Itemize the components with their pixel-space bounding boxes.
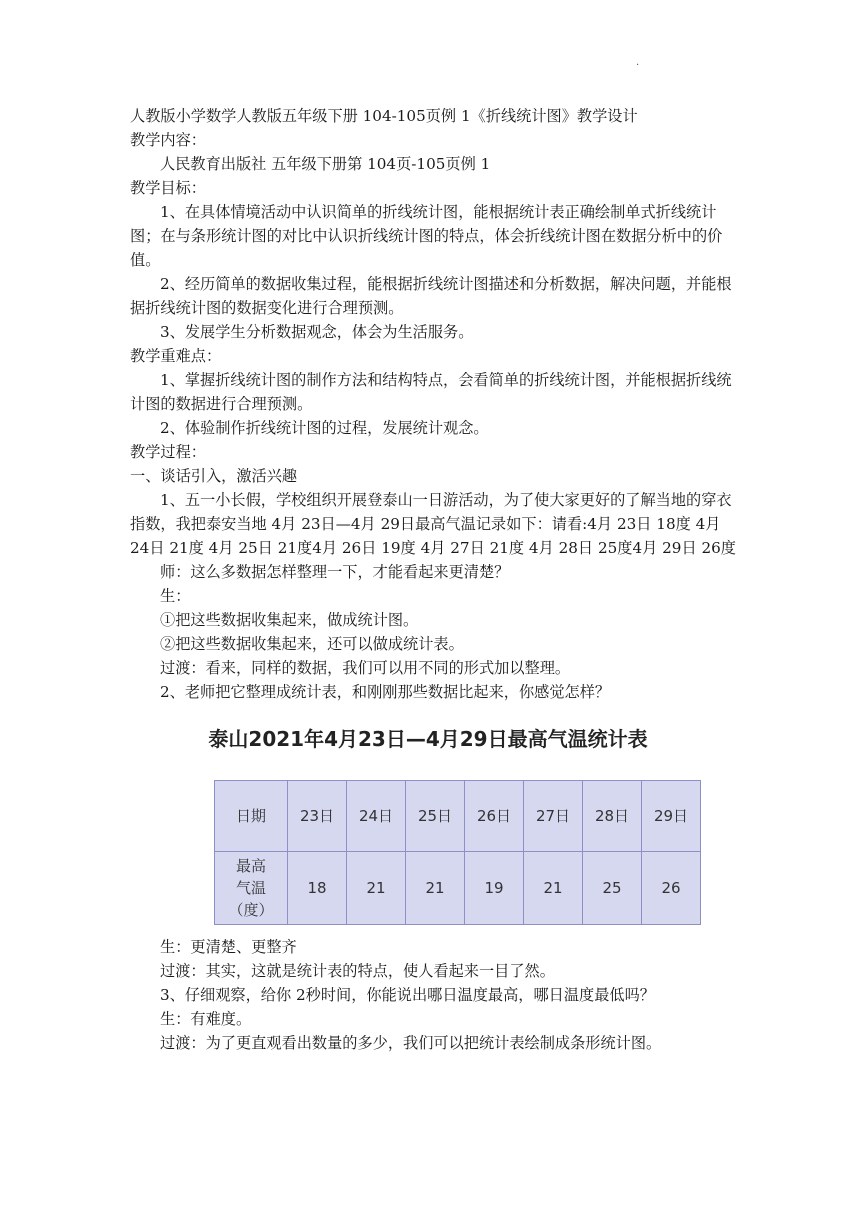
date-cell: 23日 xyxy=(288,781,347,852)
student-answer: ②把这些数据收集起来，还可以做成统计表。 xyxy=(160,635,464,653)
student-label: 生： xyxy=(160,587,191,605)
transition-text: 过渡：看来，同样的数据，我们可以用不同的形式加以整理。 xyxy=(160,659,571,677)
goal-item: 3、发展学生分析数据观念，体会为生活服务。 xyxy=(160,323,474,341)
process-heading: 教学过程： xyxy=(130,443,206,461)
temp-cell: 21 xyxy=(406,852,465,925)
keypoint-item: 1、掌握折线统计图的制作方法和结构特点，会看简单的折线统计图，并能根据折线统计图的数据进行合理预测。 xyxy=(130,371,732,413)
goal-item: 2、经历简单的数据收集过程，能根据折线统计图描述和分析数据，解决问题，并能根据折线统计图的数据变化进行合理预测。 xyxy=(130,275,732,317)
keypoint-item: 2、体验制作折线统计图的过程，发展统计观念。 xyxy=(160,419,489,437)
document-page xyxy=(130,104,742,1055)
teacher-question: 师：这么多数据怎样整理一下，才能看起来更清楚？ xyxy=(160,563,510,581)
temp-cell: 25 xyxy=(583,852,642,925)
temp-cell: 19 xyxy=(465,852,524,925)
student-answer: 生：有难度。 xyxy=(160,1010,252,1028)
paragraph: 3、仔细观察，给你 2秒时间，你能说出哪日温度最高，哪日温度最低吗？ xyxy=(160,986,655,1004)
section1-heading: 一、谈话引入，激活兴趣 xyxy=(130,467,298,485)
goal-item: 1、在具体情境活动中认识简单的折线统计图，能根据统计表正确绘制单式折线统计图；在与条形统计图的对比中认识折线统计图的特点，体会折线统计图在数据分析中的价值。 xyxy=(130,203,723,269)
temp-cell: 21 xyxy=(524,852,583,925)
student-answer: 生：更清楚、更整齐 xyxy=(160,938,297,956)
row-header-line: 最高 xyxy=(235,857,266,875)
header-mark: · xyxy=(636,60,640,71)
paragraph: 1、五一小长假，学校组织开展登泰山一日游活动，为了使大家更好的了解当地的穿衣指数，我把泰安当地 4月 23日—4月 29日最高气温记录如下：请看:4月 23日 18度 4月 24日 21度 4月 25日 21度4月 26日 19度 4月 27日 21度 4月 28日 25度4月 29日 26度 xyxy=(130,491,736,557)
doc-title: 人教版小学数学人教版五年级下册 104-105页例 1《折线统计图》教学设计 xyxy=(130,107,638,125)
paragraph: 2、老师把它整理成统计表，和刚刚那些数据比起来，你感觉怎样？ xyxy=(160,683,611,701)
content-text: 人民教育出版社 五年级下册第 104页-105页例 1 xyxy=(160,155,491,173)
temperature-table xyxy=(214,780,701,925)
temp-cell: 21 xyxy=(347,852,406,925)
date-cell: 25日 xyxy=(406,781,465,852)
date-cell: 29日 xyxy=(642,781,701,852)
goals-heading: 教学目标： xyxy=(130,179,206,197)
transition-text: 过渡：为了更直观看出数量的多少，我们可以把统计表绘制成条形统计图。 xyxy=(160,1034,662,1052)
date-cell: 24日 xyxy=(347,781,406,852)
table-row xyxy=(215,781,701,852)
content-heading: 教学内容： xyxy=(130,131,206,149)
transition-text: 过渡：其实，这就是统计表的特点，使人看起来一目了然。 xyxy=(160,962,555,980)
temp-cell: 18 xyxy=(288,852,347,925)
date-cell: 26日 xyxy=(465,781,524,852)
keypoints-heading: 教学重难点： xyxy=(130,347,222,365)
row-header-date: 日期 xyxy=(215,781,288,852)
row-header-temperature xyxy=(215,852,288,925)
date-cell: 27日 xyxy=(524,781,583,852)
row-header-line: 气温 xyxy=(235,879,266,897)
temperature-table-figure xyxy=(130,718,742,925)
table-row xyxy=(215,852,701,925)
student-answer: ①把这些数据收集起来，做成统计图。 xyxy=(160,611,419,629)
temp-cell: 26 xyxy=(642,852,701,925)
table-title: 泰山2021年4月23日—4月29日最高气温统计表 xyxy=(208,727,648,751)
row-header-line: （度） xyxy=(228,901,274,919)
date-cell: 28日 xyxy=(583,781,642,852)
